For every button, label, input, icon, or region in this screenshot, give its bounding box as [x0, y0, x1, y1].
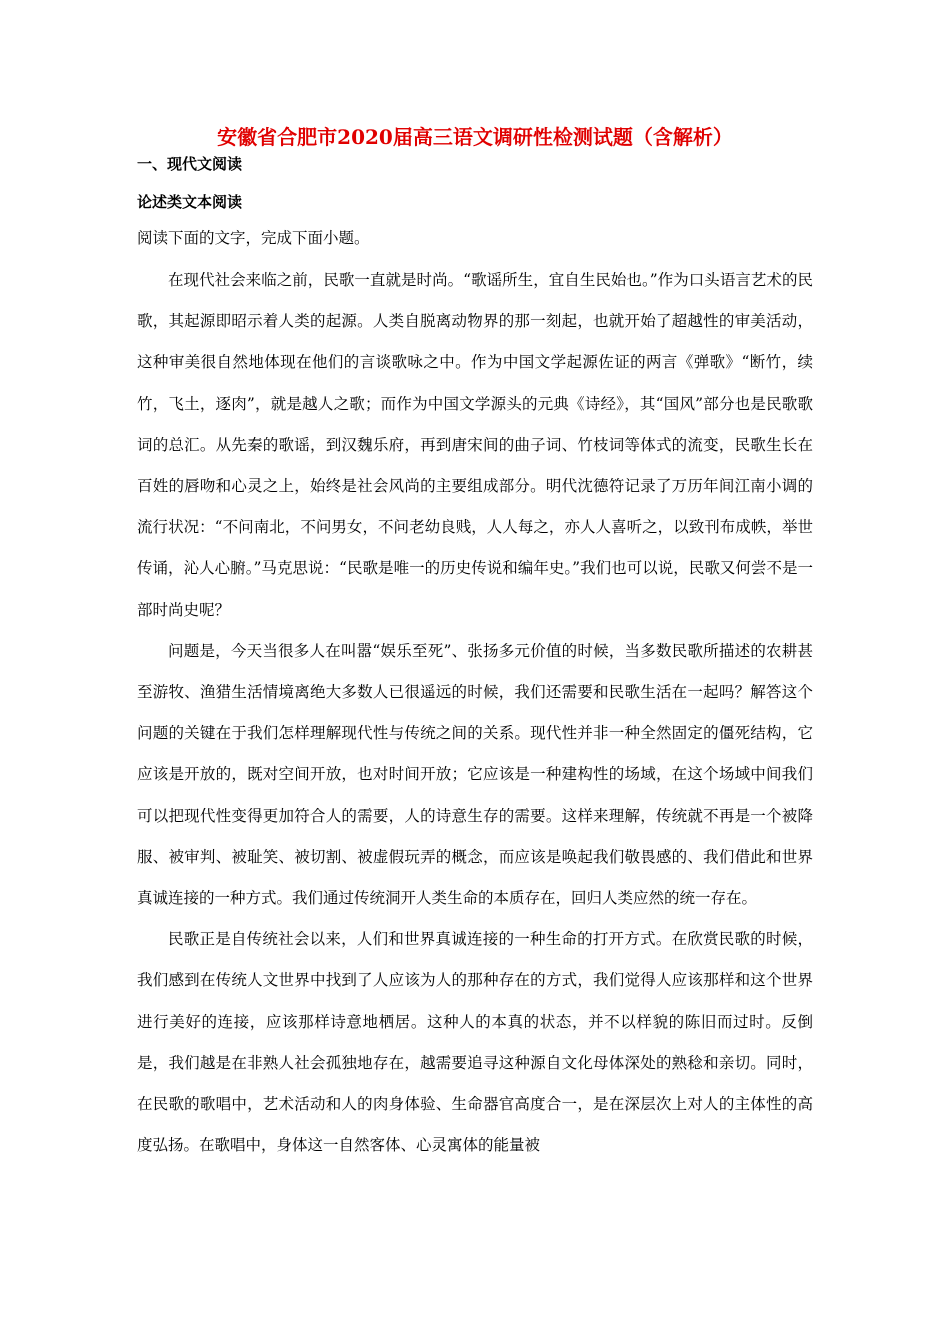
paragraph-1: 在现代社会来临之前，民歌一直就是时尚。“歌谣所生，宜自生民始也。”作为口头语言艺术的民歌，其起源即昭示着人类的起源。人类自脱离动物界的那一刻起，也就开始了超越性的审美活动，这种审美很自然地体现在他们的言谈歌咏之中。作为中国文学起源佐证的两言《弹歌》“断竹，续竹，飞土，逐肉”，就是越人之歌；而作为中国文学源头的元典《诗经》，其“国风”部分也是民歌歌词的总汇。从先秦的歌谣，到汉魏乐府，再到唐宋间的曲子词、竹枝词等体式的流变，民歌生长在百姓的唇吻和心灵之上，始终是社会风尚的主要组成部分。明代沈德符记录了万历年间江南小调的流行状况：“不问南北，不问男女，不问老幼良贱，人人每之，亦人人喜听之，以致刊布成帙，举世传诵，沁人心腑。”马克思说：“民歌是唯一的历史传说和编年史。”我们也可以说，民歌又何尝不是一部时尚史呢？	[137, 271, 813, 619]
document-title: 安徽省合肥市2020届高三语文调研性检测试题（含解析）	[217, 125, 733, 149]
reading-instruction: 阅读下面的文字，完成下面小题。	[137, 229, 370, 247]
sub-heading: 论述类文本阅读	[137, 193, 243, 211]
document-page	[137, 124, 813, 1166]
paragraph-3: 民歌正是自传统社会以来，人们和世界真诚连接的一种生命的打开方式。在欣赏民歌的时候，我们感到在传统人文世界中找到了人应该为人的那种存在的方式，我们觉得人应该那样和这个世界进行美好的连接，应该那样诗意地栖居。这种人的本真的状态，并不以样貌的陈旧而过时。反倒是，我们越是在非熟人社会孤独地存在，越需要追寻这种源自文化母体深处的熟稔和亲切。同时，在民歌的歌唱中，艺术活动和人的肉身体验、生命器官高度合一，是在深层次上对人的主体性的高度弘扬。在歌唱中，身体这一自然客体、心灵寓体的能量被	[137, 930, 813, 1155]
paragraph-2: 问题是，今天当很多人在叫嚣“娱乐至死”、张扬多元价值的时候，当多数民歌所描述的农耕甚至游牧、渔猎生活情境离绝大多数人已很遥远的时候，我们还需要和民歌生活在一起吗？解答这个问题的关键在于我们怎样理解现代性与传统之间的关系。现代性并非一种全然固定的僵死结构，它应该是开放的，既对空间开放，也对时间开放；它应该是一种建构性的场域，在这个场域中间我们可以把现代性变得更加符合人的需要，人的诗意生存的需要。这样来理解，传统就不再是一个被降服、被审判、被耻笑、被切割、被虚假玩弄的概念，而应该是唤起我们敬畏感的、我们借此和世界真诚连接的一种方式。我们通过传统洞开人类生命的本质存在，回归人类应然的统一存在。	[137, 641, 813, 908]
section-heading: 一、现代文阅读	[137, 155, 243, 173]
